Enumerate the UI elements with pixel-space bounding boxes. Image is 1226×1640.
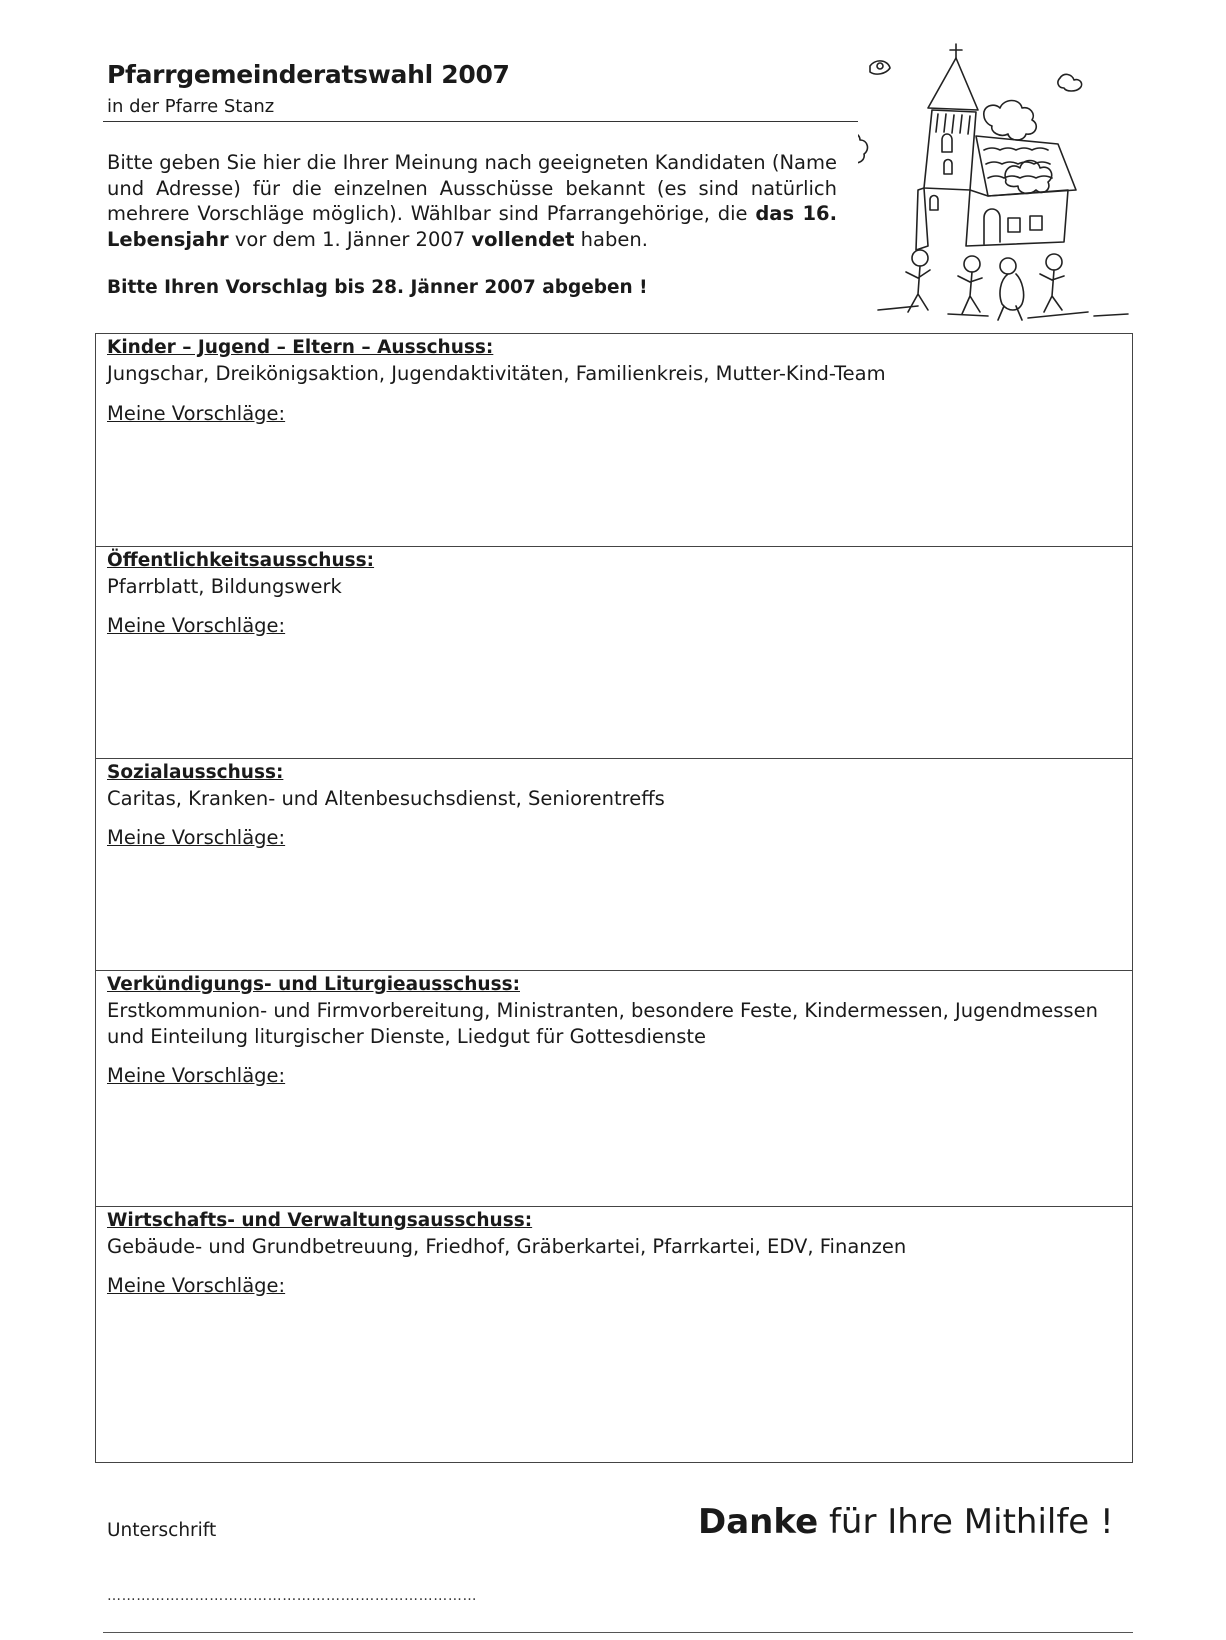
church-illustration-icon <box>858 40 1138 330</box>
committee-description: Caritas, Kranken- und Altenbesuchsdienst, Seniorentreffs <box>107 787 665 810</box>
committee-title: Verkündigungs- und Liturgieausschuss: <box>107 974 520 995</box>
committee-title: Kinder – Jugend – Eltern – Ausschuss: <box>107 337 494 358</box>
committee-table <box>95 333 1133 1463</box>
intro-text: Bitte geben Sie hier die Ihrer Meinung nach geeigneten Kandidaten (Name und Adresse) für die einzelnen Ausschüsse bekannt (es sind natürlich mehrere Vorschläge möglich). Wählbar sind Pfarrangehörige, die das 16. Lebensjahr vor dem 1. Jänner 2007 vollendet haben. <box>107 151 837 251</box>
committee-title: Sozialausschuss: <box>107 762 284 783</box>
suggestions-prompt: Meine Vorschläge: <box>107 826 286 849</box>
committee-section-verkuendigung <box>96 970 1132 1206</box>
committee-section-kinder-jugend <box>96 334 1132 546</box>
suggestions-prompt: Meine Vorschläge: <box>107 402 286 425</box>
committee-section-wirtschaft <box>96 1206 1132 1462</box>
committee-title: Öffentlichkeitsausschuss: <box>107 550 375 571</box>
signature-line[interactable]: …………………………………………….…………………… <box>107 1588 478 1604</box>
deadline-notice: Bitte Ihren Vorschlag bis 28. Jänner 2007 abgeben ! <box>107 277 648 298</box>
committee-section-oeffentlichkeit <box>96 546 1132 758</box>
committee-description: Jungschar, Dreikönigsaktion, Jugendaktivitäten, Familienkreis, Mutter-Kind-Team <box>107 362 886 385</box>
committee-description: Pfarrblatt, Bildungswerk <box>107 575 342 598</box>
committee-title: Wirtschafts- und Verwaltungsausschuss: <box>107 1210 533 1231</box>
bottom-divider <box>103 1632 1133 1633</box>
signature-label: Unterschrift <box>107 1520 217 1541</box>
committee-section-sozial <box>96 758 1132 970</box>
suggestions-prompt: Meine Vorschläge: <box>107 1274 286 1297</box>
page-title: Pfarrgemeinderatswahl 2007 <box>107 60 510 89</box>
committee-description: Gebäude- und Grundbetreuung, Friedhof, Gräberkartei, Pfarrkartei, EDV, Finanzen <box>107 1235 907 1258</box>
suggestions-prompt: Meine Vorschläge: <box>107 1064 286 1087</box>
committee-description: Erstkommunion- und Firmvorbereitung, Ministranten, besondere Feste, Kindermessen, Jugendmessen und Einteilung liturgischer Dienste, Liedgut für Gottesdienste <box>107 999 1098 1048</box>
page-subtitle: in der Pfarre Stanz <box>107 96 275 117</box>
title-divider <box>103 121 858 122</box>
thanks-message: Danke für Ihre Mithilfe ! <box>698 1502 1114 1542</box>
suggestions-prompt: Meine Vorschläge: <box>107 614 286 637</box>
